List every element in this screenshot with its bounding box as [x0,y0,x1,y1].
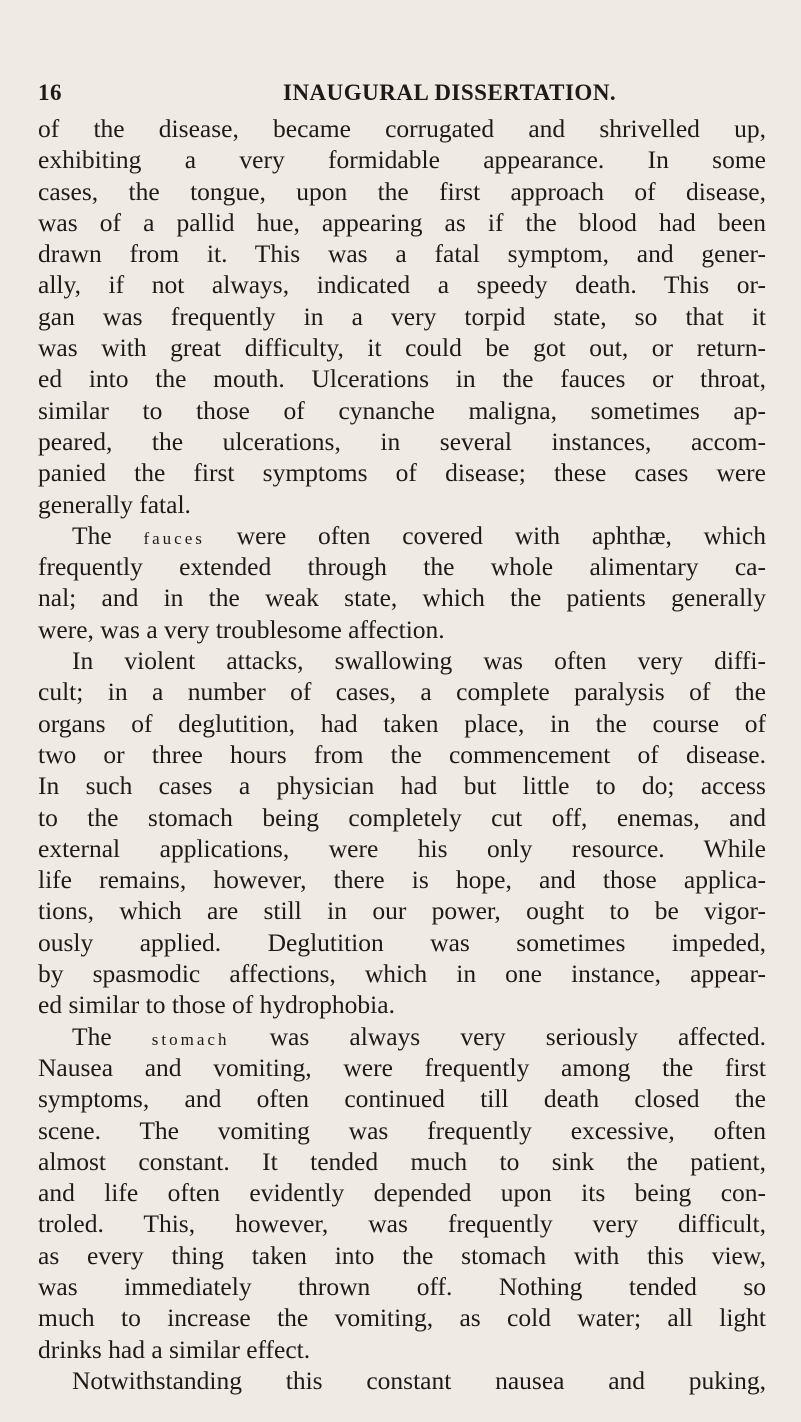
text-line: nal; and in the weak state, which the patients generally [38,583,766,613]
text-line: cult; in a number of cases, a complete paralysis of the [38,677,766,707]
text-line: to the stomach being completely cut off, enemas, and [38,802,766,832]
paragraph-stomach-opening [38,1021,766,1052]
text-line: drawn from it. This was a fatal symptom, and gener- [38,239,766,269]
text-line: ally, if not always, indicated a speedy death. This or- [38,270,766,300]
text-line: cases, the tongue, upon the first approach of disease, [38,176,766,206]
text-line: of the disease, became corrugated and shrivelled up, [38,114,766,143]
text-line: gan was frequently in a very torpid state, so that it [38,301,766,331]
stomach-pre: The [72,1021,152,1051]
text-line: two or three hours from the commencement of disease. [38,739,766,769]
text-line: Nausea and vomiting, were frequently among the first [38,1052,766,1082]
running-header [38,80,761,116]
page-number: 16 [38,80,62,105]
text-line: symptoms, and often continued till death closed the [38,1084,766,1114]
text-line: almost constant. It tended much to sink the patient, [38,1146,766,1176]
text-line: life remains, however, there is hope, and those applica- [38,865,766,895]
text-line: scene. The vomiting was frequently excessive, often [38,1115,766,1145]
text-line: organs of deglutition, had taken place, in the course of [38,708,766,738]
text-line: troled. This, however, was frequently very difficult, [38,1209,766,1239]
text-line: ed into the mouth. Ulcerations in the fauces or throat, [38,364,766,394]
text-line: drinks had a similar effect. [38,1334,311,1364]
text-line: was immediately thrown off. Nothing tended so [38,1271,766,1301]
text-line: external applications, were his only resource. While [38,833,766,863]
body-text [38,113,766,1396]
text-line: frequently extended through the whole alimentary ca- [38,552,766,582]
stomach-post: was always very seriously affected. [229,1021,767,1051]
text-line: ously applied. Deglutition was sometimes impeded, [38,927,766,957]
text-line: similar to those of cynanche maligna, sometimes ap- [38,395,766,425]
text-line: much to increase the vomiting, as cold water; all light [38,1303,766,1333]
fauces-heading-term: fauces [143,528,205,548]
text-line: peared, the ulcerations, in several instances, accom- [38,426,766,456]
text-line: was of a pallid hue, appearing as if the blood had been [38,207,766,237]
text-line: as every thing taken into the stomach with this view, [38,1240,766,1270]
text-line: Notwithstanding this constant nausea and puking, [72,1365,766,1395]
paragraph-fauces-opening [38,520,766,551]
fauces-post: were often covered with aphthæ, which [204,520,766,550]
text-line: exhibiting a very formidable appearance. In some [38,145,766,175]
stomach-heading-term: stomach [151,1029,230,1049]
text-line: by spasmodic affections, which in one instance, appear- [38,959,766,989]
text-line: In such cases a physician had but little to do; access [38,771,766,801]
text-line: was with great difficulty, it could be got out, or return- [38,333,766,363]
text-line: In violent attacks, swallowing was often very diffi- [72,646,766,676]
text-line: were, was a very troublesome affection. [38,614,445,644]
text-line: tions, which are still in our power, ought to be vigor- [38,896,766,926]
text-line: panied the first symptoms of disease; these cases were [38,458,766,488]
fauces-pre: The [72,520,144,550]
text-line: and life often evidently depended upon its being con- [38,1178,766,1208]
running-title: INAUGURAL DISSERTATION. [283,80,617,105]
text-line: ed similar to those of hydrophobia. [38,990,395,1020]
text-line: generally fatal. [38,489,191,519]
